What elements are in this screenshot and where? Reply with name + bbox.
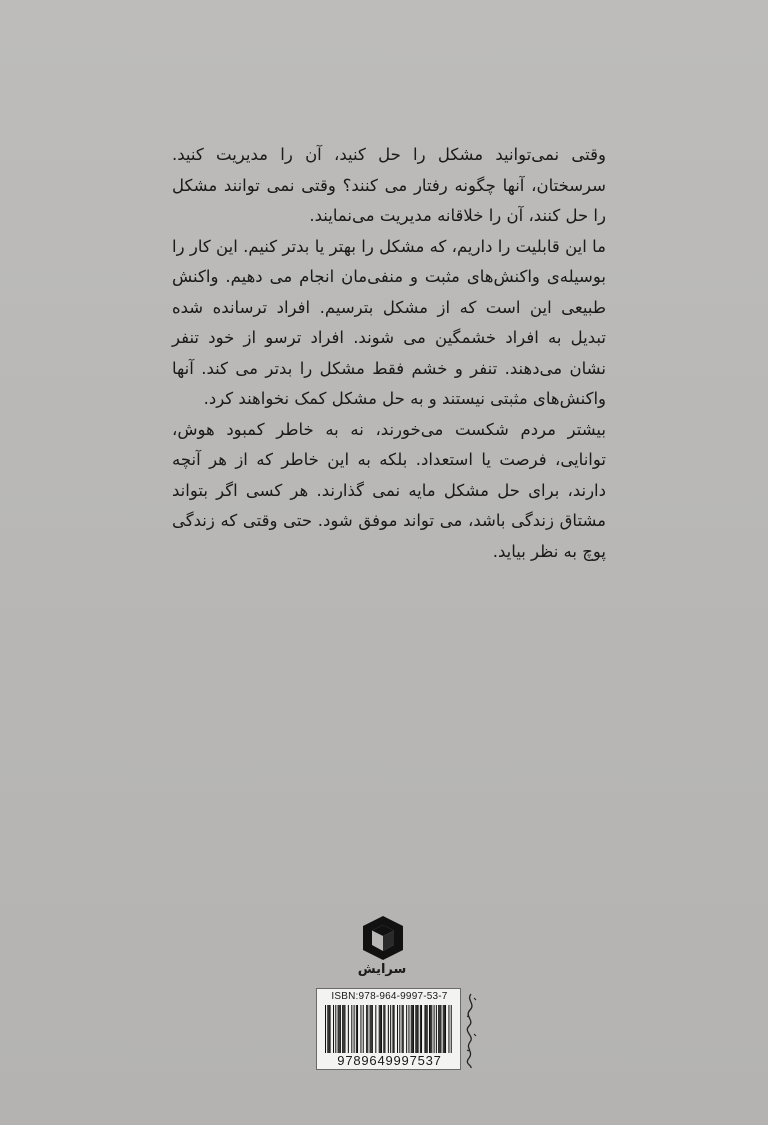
blurb-text [172, 140, 606, 567]
blurb-paragraph-2: ما این قابلیت را داریم، که مشکل را بهتر یا بدتر کنیم. این کار را بوسیله‌ی واکنش‌های مثبت و منفی‌مان انجام می دهیم. واکنش طبیعی این است که از مشکل بترسیم. افراد ترسانده شده تبدیل به افراد خشمگین می شوند. افراد ترسو از خود تنفر نشان می‌دهند. تنفر و خشم فقط مشکل را بدتر می کند. آنها واکنش‌های مثبتی نیستند و به حل مشکل کمک نخواهند کرد. [172, 236, 606, 408]
designer-signature [462, 990, 480, 1070]
publisher-name: سرایش [357, 962, 407, 977]
isbn-barcode-box [316, 988, 461, 1070]
blurb-paragraph-3: بیشتر مردم شکست می‌خورند، نه به خاطر کمبود هوش، توانایی، فرصت یا استعداد. بلکه به این خاطر که از هر آنچه دارند، برای حل مشکل مایه نمی گذارند. هر کسی اگر بتواند مشتاق زندگی باشد، می تواند موفق شود. حتی وقتی که زندگی پوچ به نظر بیاید. [172, 419, 606, 561]
barcode [325, 1005, 453, 1053]
publisher-logo-icon [359, 914, 407, 962]
isbn-digits: 9789649997537 [337, 1053, 442, 1068]
isbn-label: ISBN:978-964-9997-53-7 [331, 991, 448, 1002]
blurb-paragraph-1: وقتی نمی‌توانید مشکل را حل کنید، آن را مدیریت کنید. سرسختان، آنها چگونه رفتار می کنند؟ وقتی نمی توانند مشکل را حل کنند، آن را خلاقانه مدیریت می‌نمایند. [172, 145, 606, 225]
